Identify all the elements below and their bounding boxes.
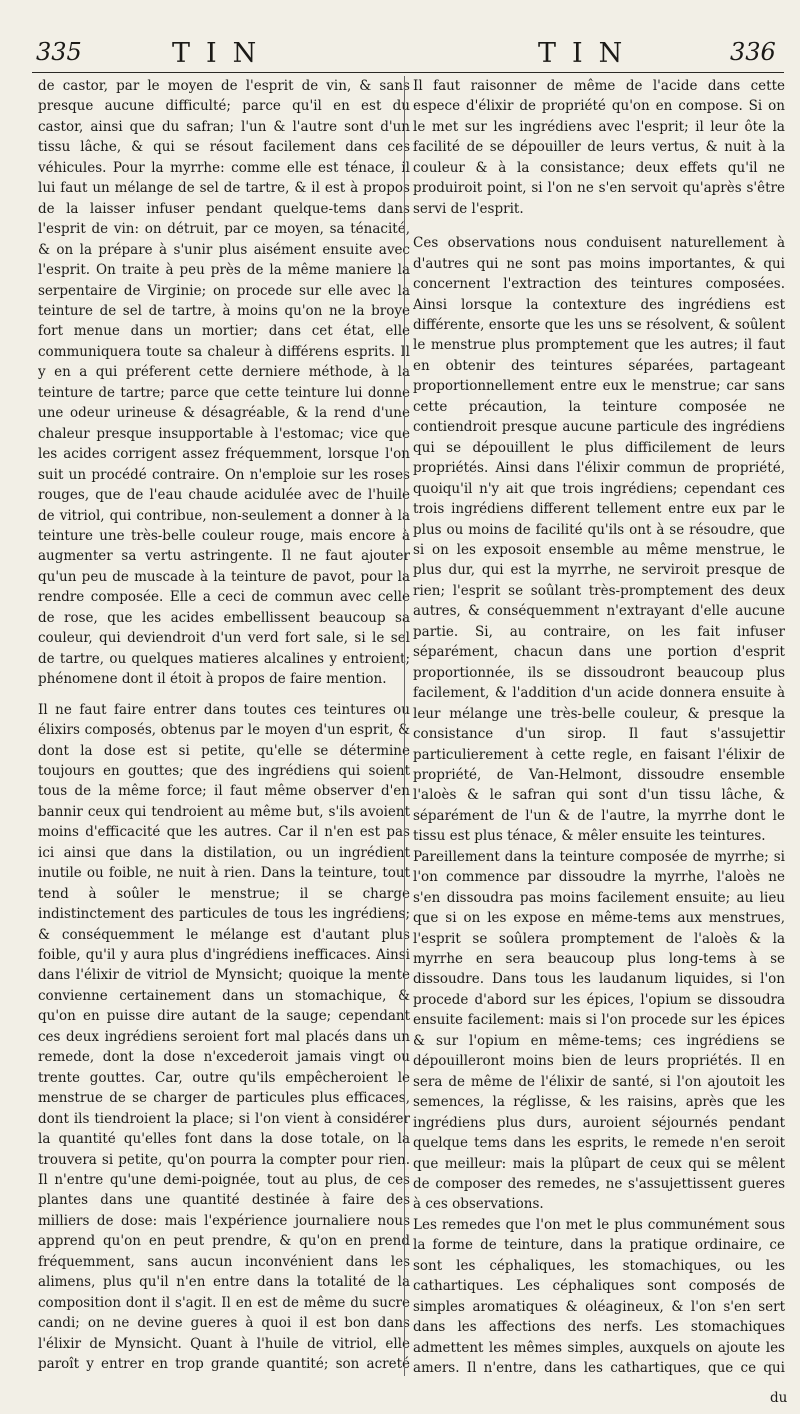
right-page-number: 336	[730, 38, 776, 66]
right-running-title: TIN	[538, 38, 639, 69]
paragraph: de castor, par le moyen de l'esprit de vin, & sans presque aucune difficulté; parce qu'il en est du castor, ainsi que du safran; l'un & l'autre sont d'un tissu lâche, & qui se résout facilement dans ces véhicules. Pour la myrrhe: comme elle est ténace, il lui faut un mélange de sel de tartre, & il est à propos de la laisser infuser pendant quelque-tems dans l'esprit de vin: on détruit, par ce moyen, sa ténacité, & on la prépare à s'unir plus aisément ensuite avec l'esprit. On traite à peu près de la même maniere la serpentaire de Virginie; on procede sur elle avec la teinture de sel de tartre, à moins qu'on ne la broye fort menue dans un mortier; dans cet état, elle communiquera toute sa chaleur à différens esprits. Il y en a qui préferent cette derniere méthode, à la teinture de tartre; parce que cette teinture lui donne une odeur urineuse & désagréable, & la rend d'une chaleur presque insupportable à l'estomac; vice que les acides corrigent assez fréquemment, lorsque l'on suit un procédé contraire. On n'emploie sur les roses rouges, que de l'eau chaude acidulée avec de l'huile de vitriol, qui contribue, non-seulement a donner à la teinture une très-belle couleur rouge, mais encore à augmenter sa vertu astringente. Il ne faut ajouter qu'un peu de muscade à la teinture de pavot, pour la rendre composée. Elle a ceci de commun avec celle de rose, que les acides embellissent beaucoup sa couleur, qui deviendroit d'un verd fort sale, si le sel de tartre, ou quelques matieres alcalines y entroient; phénomene dont il étoit à propos de faire mention.	[38, 78, 410, 688]
column-divider	[404, 76, 405, 1376]
left-running-title: TIN	[172, 38, 273, 69]
right-column	[413, 76, 785, 1376]
paragraph: Ces observations nous conduisent naturellement à d'autres qui ne sont pas moins importantes, & qui concernent l'extraction des teintures composées. Ainsi lorsque la contexture des ingrédiens est différente, ensorte que les uns se résolvent, & soûlent le menstrue plus promptement que les autres; il faut en obtenir des teintures séparées, partageant proportionnellement entre eux le menstrue; car sans cette précaution, la teinture composée ne contiendroit presque aucune particule des ingrédiens qui se dépouillent le plus difficilement de leurs propriétés. Ainsi dans l'élixir commun de propriété, quoiqu'il n'y ait que trois ingrédiens; cependant ces trois ingrédiens different tellement entre eux par le plus ou moins de facilité qu'ils ont à se résoudre, que si on les exposoit ensemble au même menstrue, le plus dur, qui est la myrrhe, ne serviroit presque de rien; l'esprit se soûlant très-promptement des deux autres, & conséquemment n'extrayant d'elle aucune partie. Si, au contraire, on les fait infuser séparément, chacun dans une portion d'esprit proportionnée, ils se dissoudront beaucoup plus facilement, & l'addition d'un acide donnera ensuite à leur mélange une très-belle couleur, & presque la consistance d'un sirop. Il faut s'assujettir particulierement à cette regle, en faisant l'élixir de propriété, de Van-Helmont, dissoudre ensemble l'aloès & le safran qui sont d'un tissu lâche, & séparément de l'un & de l'autre, la myrrhe dont le tissu est plus ténace, & mêler ensuite les teintures.	[413, 235, 785, 845]
header-rule	[32, 72, 784, 73]
left-page-number: 335	[36, 38, 82, 66]
paragraph: Pareillement dans la teinture composée de myrrhe; si l'on commence par dissoudre la myrrhe, l'aloès ne s'en dissoudra pas moins facilement ensuite; au lieu que si on les expose en même-tems aux menstrues, l'esprit se soûlera promptement de l'aloès & la myrrhe en sera beaucoup plus long-tems à se dissoudre. Dans tous les laudanum liquides, si l'on procede d'abord sur les épices, l'opium se dissoudra ensuite facilement: mais si l'on procede sur les épices & sur l'opium en même-tems; ces ingrédiens se dépouilleront moins bien de leurs propriétés. Il en sera de même de l'élixir de santé, si l'on ajoutoit les semences, la réglisse, & les raisins, après que les ingrédiens plus durs, auroient séjournés pendant quelque tems dans les esprits, le remede n'en seroit que meilleur: mais la plûpart de ceux qui se mêlent de composer des remedes, ne s'assujettissent gueres à ces observations.	[413, 848, 785, 1213]
catchword: du	[770, 1390, 788, 1406]
paragraph: Les remedes que l'on met le plus communément sous la forme de teinture, dans la pratique ordinaire, ce sont les céphaliques, les stomachiques, ou les cathartiques. Les céphaliques sont composés de simples aromatiques & oléagineux, & l'on s'en sert dans les affections des nerfs. Les stomachiques admettent les mêmes simples, auxquels on ajoute les amers. Il n'entre, dans les cathartiques, que ce qui	[413, 1216, 785, 1376]
paragraph: Il ne faut faire entrer dans toutes ces teintures ou élixirs composés, obtenus par le moyen d'un esprit, & dont la dose est si petite, qu'elle se détermine toujours en gouttes; que des ingrédiens qui soient tous de la même force; il faut même observer d'en bannir ceux qui tendroient au même but, s'ils avoient moins d'efficacité que les autres. Car il n'en est pas ici ainsi que dans la distilation, ou un ingrédient inutile ou foible, ne nuit à rien. Dans la teinture, tout tend à soûler le menstrue; il se charge indistinctement des particules de tous les ingrédiens; & conséquemment le mélange est d'autant plus foible, qu'il y aura plus d'ingrédiens inefficaces. Ainsi dans l'élixir de vitriol de Mynsicht; quoique la mente convienne certainement dans un stomachique, & qu'on en puisse dire autant de la sauge; cependant ces deux ingrédiens seroient fort mal placés dans un remede, dont la dose n'excederoit jamais vingt ou trente gouttes. Car, outre qu'ils empêcheroient le menstrue de se charger de particules plus efficaces, dont ils tiendroient la place; si l'on vient à considérer la quantité qu'elles font dans la dose totale, on la trouvera si petite, qu'on pourra la compter pour rien. Il n'entre qu'une demi-poignée, tout au plus, de ces plantes dans une quantité destinée à faire des milliers de dose: mais l'expérience journaliere nous apprend qu'on en peut prendre, & qu'on en prend fréquemment, sans aucun inconvénient dans les alimens, plus qu'il n'en entre dans la totalité de la composition dont il s'agit. Il en est de même du sucre candi; on ne devine gueres à quoi il est bon dans l'élixir de Mynsicht. Quant à l'huile de vitriol, elle paroît y entrer en trop grande quantité; son acreté	[38, 701, 410, 1373]
left-column	[38, 76, 410, 1376]
paragraph: Il faut raisonner de même de l'acide dans cette espece d'élixir de propriété qu'on en compose. Si on le met sur les ingrédiens avec l'esprit; il leur ôte la facilité de se dépouiller de leurs vertus, & nuit à la couleur & à la consistance; deux effets qu'il ne produiroit point, si l'on ne s'en servoit qu'après s'être servi de l'esprit.	[413, 78, 785, 217]
